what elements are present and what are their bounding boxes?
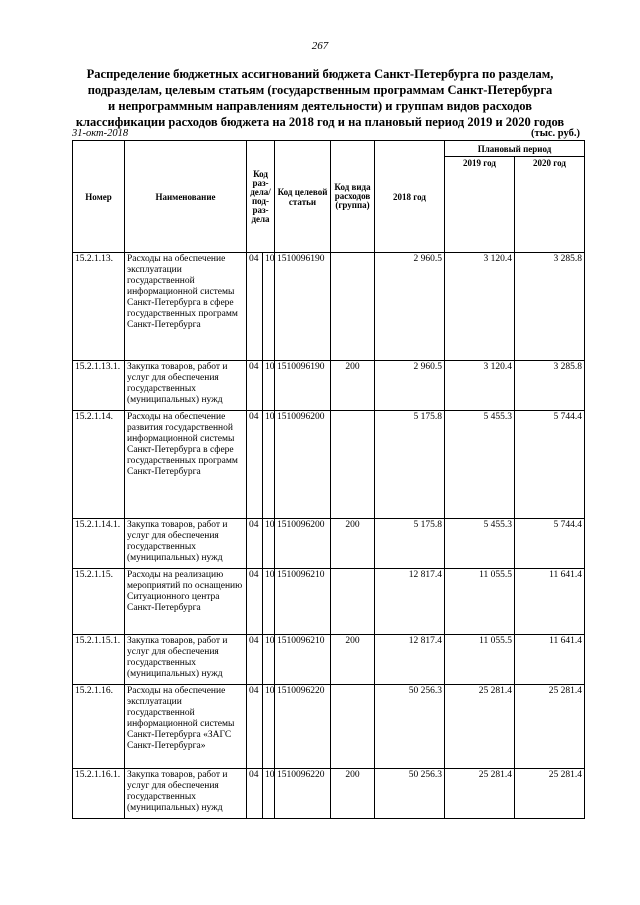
row-number: 15.2.1.16. <box>73 685 125 769</box>
row-value-2019: 25 281.4 <box>445 769 515 819</box>
row-razdel: 04 <box>247 411 263 519</box>
row-value-2019: 11 055.5 <box>445 635 515 685</box>
row-value-2019: 25 281.4 <box>445 685 515 769</box>
row-value-2019: 3 120.4 <box>445 361 515 411</box>
title-line: Распределение бюджетных ассигнований бюджета Санкт-Петербурга по разделам, <box>86 67 554 81</box>
row-value-2019: 11 055.5 <box>445 569 515 635</box>
row-value-2018: 2 960.5 <box>375 361 445 411</box>
header-section-code: Код раз-дела/ под-раз-дела <box>247 141 275 253</box>
row-podrazdel: 10 <box>263 361 275 411</box>
row-number: 15.2.1.13.1. <box>73 361 125 411</box>
header-planned-period: Плановый период <box>445 141 585 157</box>
row-razdel: 04 <box>247 569 263 635</box>
row-razdel: 04 <box>247 519 263 569</box>
title-line: классификации расходов бюджета на 2018 год и на плановый период 2019 и 2020 годов <box>75 115 565 129</box>
table-row <box>73 635 585 685</box>
table-row <box>73 569 585 635</box>
row-value-2019: 3 120.4 <box>445 253 515 361</box>
row-type-code <box>331 253 375 361</box>
row-target-code: 1510096200 <box>275 411 331 519</box>
row-value-2020: 25 281.4 <box>515 769 585 819</box>
row-number: 15.2.1.15.1. <box>73 635 125 685</box>
row-type-code <box>331 685 375 769</box>
row-value-2020: 5 744.4 <box>515 411 585 519</box>
row-value-2018: 5 175.8 <box>375 519 445 569</box>
row-podrazdel: 10 <box>263 569 275 635</box>
row-value-2018: 2 960.5 <box>375 253 445 361</box>
title-line: и непрограммным направлениям деятельности) и группам видов расходов <box>108 99 532 113</box>
row-value-2020: 11 641.4 <box>515 569 585 635</box>
document-title <box>60 66 580 130</box>
header-type-code: Код вида расходов (группа) <box>331 141 375 253</box>
row-value-2020: 3 285.8 <box>515 361 585 411</box>
row-type-code: 200 <box>331 635 375 685</box>
row-type-code <box>331 569 375 635</box>
table-row <box>73 519 585 569</box>
row-target-code: 1510096210 <box>275 635 331 685</box>
row-value-2018: 50 256.3 <box>375 769 445 819</box>
row-value-2020: 5 744.4 <box>515 519 585 569</box>
row-podrazdel: 10 <box>263 411 275 519</box>
row-value-2019: 5 455.3 <box>445 519 515 569</box>
row-type-code: 200 <box>331 769 375 819</box>
row-razdel: 04 <box>247 635 263 685</box>
row-razdel: 04 <box>247 361 263 411</box>
budget-table <box>72 140 585 819</box>
row-razdel: 04 <box>247 253 263 361</box>
row-podrazdel: 10 <box>263 253 275 361</box>
row-value-2019: 5 455.3 <box>445 411 515 519</box>
row-value-2020: 25 281.4 <box>515 685 585 769</box>
row-number: 15.2.1.13. <box>73 253 125 361</box>
row-number: 15.2.1.15. <box>73 569 125 635</box>
row-razdel: 04 <box>247 685 263 769</box>
row-podrazdel: 10 <box>263 635 275 685</box>
row-name: Закупка товаров, работ и услуг для обеспечения государственных (муниципальных) нужд <box>125 519 247 569</box>
row-value-2018: 5 175.8 <box>375 411 445 519</box>
row-value-2018: 12 817.4 <box>375 635 445 685</box>
title-line: подразделам, целевым статьям (государственным программам Санкт-Петербурга <box>87 83 553 97</box>
row-razdel: 04 <box>247 769 263 819</box>
row-target-code: 1510096220 <box>275 685 331 769</box>
header-2019: 2019 год <box>445 157 515 253</box>
page-number: 267 <box>311 40 329 52</box>
row-target-code: 1510096190 <box>275 253 331 361</box>
row-name: Расходы на обеспечение эксплуатации государственной информационной системы Санкт-Петербурга «ЗАГС Санкт-Петербурга» <box>125 685 247 769</box>
row-value-2020: 3 285.8 <box>515 253 585 361</box>
document-date: 31-окт-2018 <box>72 128 129 139</box>
header-2018: 2018 год <box>375 141 445 253</box>
row-value-2020: 11 641.4 <box>515 635 585 685</box>
row-podrazdel: 10 <box>263 685 275 769</box>
row-number: 15.2.1.14. <box>73 411 125 519</box>
header-2020: 2020 год <box>515 157 585 253</box>
table-row <box>73 411 585 519</box>
units-label: (тыс. руб.) <box>531 128 580 139</box>
row-name: Расходы на обеспечение эксплуатации государственной информационной системы Санкт-Петербурга в сфере государственных программ Санкт-Петербурга <box>125 253 247 361</box>
row-target-code: 1510096210 <box>275 569 331 635</box>
row-target-code: 1510096190 <box>275 361 331 411</box>
row-number: 15.2.1.14.1. <box>73 519 125 569</box>
header-name: Наименование <box>125 141 247 253</box>
row-type-code: 200 <box>331 519 375 569</box>
row-target-code: 1510096220 <box>275 769 331 819</box>
header-number: Номер <box>73 141 125 253</box>
row-type-code <box>331 411 375 519</box>
row-value-2018: 12 817.4 <box>375 569 445 635</box>
row-name: Расходы на реализацию мероприятий по оснащению Ситуационного центра Санкт-Петербурга <box>125 569 247 635</box>
row-name: Расходы на обеспечение развития государственной информационной системы Санкт-Петербурга в сфере государственных программ Санкт-Петербурга <box>125 411 247 519</box>
row-name: Закупка товаров, работ и услуг для обеспечения государственных (муниципальных) нужд <box>125 635 247 685</box>
row-value-2018: 50 256.3 <box>375 685 445 769</box>
table-row <box>73 769 585 819</box>
row-number: 15.2.1.16.1. <box>73 769 125 819</box>
row-name: Закупка товаров, работ и услуг для обеспечения государственных (муниципальных) нужд <box>125 361 247 411</box>
row-podrazdel: 10 <box>263 769 275 819</box>
row-name: Закупка товаров, работ и услуг для обеспечения государственных (муниципальных) нужд <box>125 769 247 819</box>
table-row <box>73 685 585 769</box>
table-row <box>73 361 585 411</box>
header-target-code: Код целевой статьи <box>275 141 331 253</box>
table-row <box>73 253 585 361</box>
row-target-code: 1510096200 <box>275 519 331 569</box>
row-type-code: 200 <box>331 361 375 411</box>
row-podrazdel: 10 <box>263 519 275 569</box>
